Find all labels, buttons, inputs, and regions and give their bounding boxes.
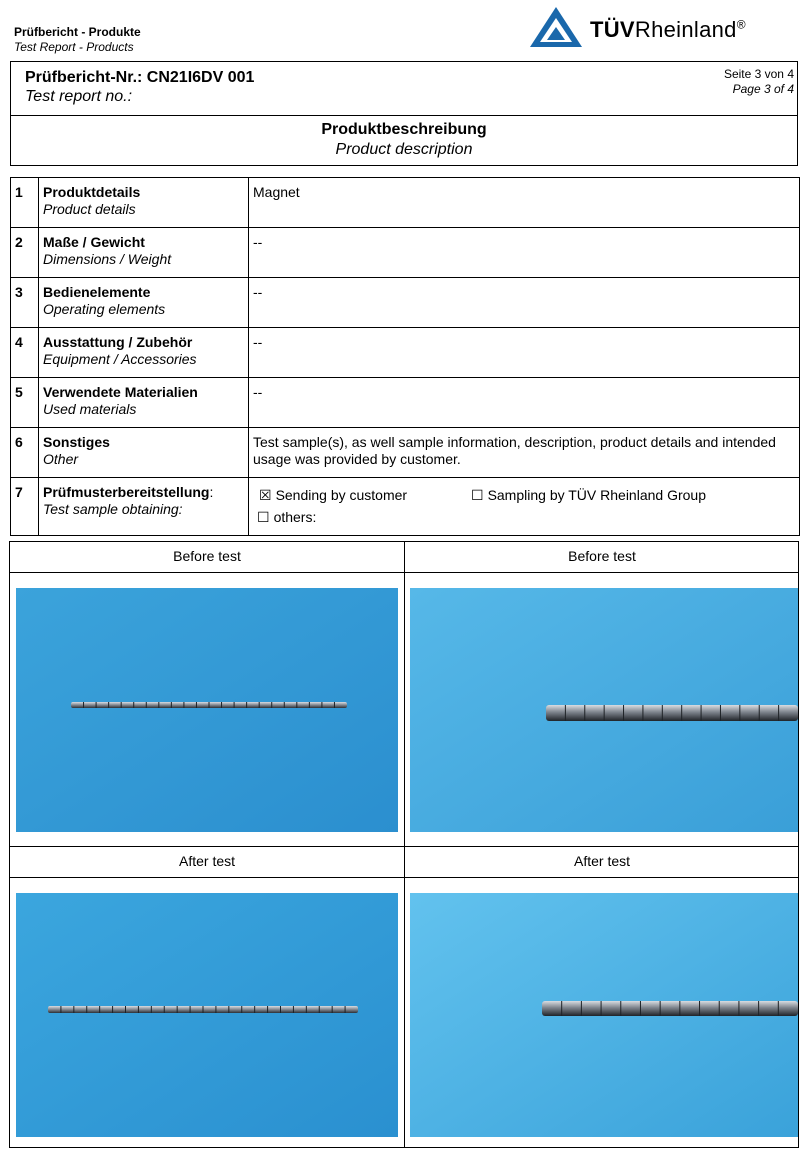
- option-sending-by-customer[interactable]: [253, 484, 471, 506]
- photo-caption-after-2: After test: [573, 853, 631, 869]
- label-de: Maße / Gewicht: [43, 234, 145, 250]
- table-row: [11, 478, 800, 536]
- table-row: [11, 278, 800, 328]
- label-en: Test sample obtaining:: [43, 501, 183, 517]
- row-number: 2: [11, 228, 39, 278]
- sample-options: [249, 478, 800, 536]
- label-de: Verwendete Materialien: [43, 384, 198, 400]
- report-number: Prüfbericht-Nr.: CN21I6DV 001: [25, 69, 255, 86]
- divider: [10, 846, 798, 847]
- row-label: [39, 428, 249, 478]
- logo-registered: ®: [736, 17, 746, 32]
- section-title-en: Product description: [335, 141, 473, 158]
- divider: [10, 877, 798, 878]
- row-value: Test sample(s), as well sample information, description, product details and intended usage was provided by customer.: [249, 428, 800, 478]
- row-label: [39, 478, 249, 536]
- header-title-en: Test Report - Products: [14, 40, 134, 54]
- label-de: [43, 484, 244, 501]
- divider: [10, 572, 798, 573]
- section-title-de: Produktbeschreibung: [321, 121, 487, 138]
- photo-grid: [9, 541, 799, 1148]
- label-de-text: Prüfmusterbereitstellung: [43, 484, 210, 500]
- table-row: [11, 228, 800, 278]
- row-label: [39, 178, 249, 228]
- photo-after-2: [410, 893, 798, 1137]
- report-number-label-en: Test report no.:: [25, 88, 133, 105]
- option-label: Sending by customer: [275, 487, 408, 503]
- product-details-table: [10, 177, 800, 536]
- divider: [11, 115, 797, 116]
- photo-before-1: [16, 588, 398, 832]
- options-row: [253, 484, 795, 506]
- label-en: Product details: [43, 201, 136, 217]
- row-label: [39, 228, 249, 278]
- row-value: --: [249, 228, 800, 278]
- row-number: 5: [11, 378, 39, 428]
- option-sampling-by-tuv[interactable]: [471, 484, 706, 506]
- photo-caption-after-1: After test: [178, 853, 236, 869]
- checkbox-checked-icon[interactable]: ☒: [259, 487, 272, 503]
- page-indicator-en: Page 3 of 4: [732, 82, 794, 96]
- label-de: Ausstattung / Zubehör: [43, 334, 193, 350]
- row-number: 1: [11, 178, 39, 228]
- label-en: Dimensions / Weight: [43, 251, 172, 267]
- label-de-suffix: :: [209, 484, 214, 500]
- option-others[interactable]: [253, 506, 316, 528]
- row-value: --: [249, 278, 800, 328]
- row-value: Magnet: [249, 178, 800, 228]
- row-value: --: [249, 328, 800, 378]
- table-row: [11, 378, 800, 428]
- logo-brand-bold: TÜV: [590, 17, 635, 42]
- header-title-de: Prüfbericht - Produkte: [14, 25, 141, 39]
- tuv-triangle-logo-icon: [528, 5, 584, 49]
- checkbox-unchecked-icon[interactable]: ☐: [471, 487, 484, 503]
- option-label: others:: [273, 509, 317, 525]
- row-label: [39, 378, 249, 428]
- logo-brand-rest: Rheinland: [634, 17, 737, 42]
- divider: [404, 542, 405, 1147]
- page-indicator-de: Seite 3 von 4: [723, 67, 794, 81]
- photo-after-1: [16, 893, 398, 1137]
- row-number: 4: [11, 328, 39, 378]
- row-label: [39, 328, 249, 378]
- checkbox-unchecked-icon[interactable]: ☐: [257, 509, 270, 525]
- photo-caption-before-2: Before test: [568, 548, 636, 564]
- label-de: Bedienelemente: [43, 284, 151, 300]
- photo-caption-before-1: Before test: [173, 548, 241, 564]
- label-de: Sonstiges: [43, 434, 110, 450]
- table-row: [11, 428, 800, 478]
- row-number: 6: [11, 428, 39, 478]
- row-number: 7: [11, 478, 39, 536]
- label-en: Used materials: [43, 401, 137, 417]
- table-row: [11, 328, 800, 378]
- row-label: [39, 278, 249, 328]
- label-en: Operating elements: [43, 301, 166, 317]
- options-row: [253, 506, 795, 528]
- report-header-box: [10, 61, 798, 166]
- label-en: Other: [43, 451, 79, 467]
- row-value: --: [249, 378, 800, 428]
- row-number: 3: [11, 278, 39, 328]
- label-de: Produktdetails: [43, 184, 141, 200]
- option-label: Sampling by TÜV Rheinland Group: [487, 487, 706, 503]
- photo-before-2: [410, 588, 798, 832]
- label-en: Equipment / Accessories: [43, 351, 197, 367]
- table-row: [11, 178, 800, 228]
- logo-wordmark: [590, 17, 746, 43]
